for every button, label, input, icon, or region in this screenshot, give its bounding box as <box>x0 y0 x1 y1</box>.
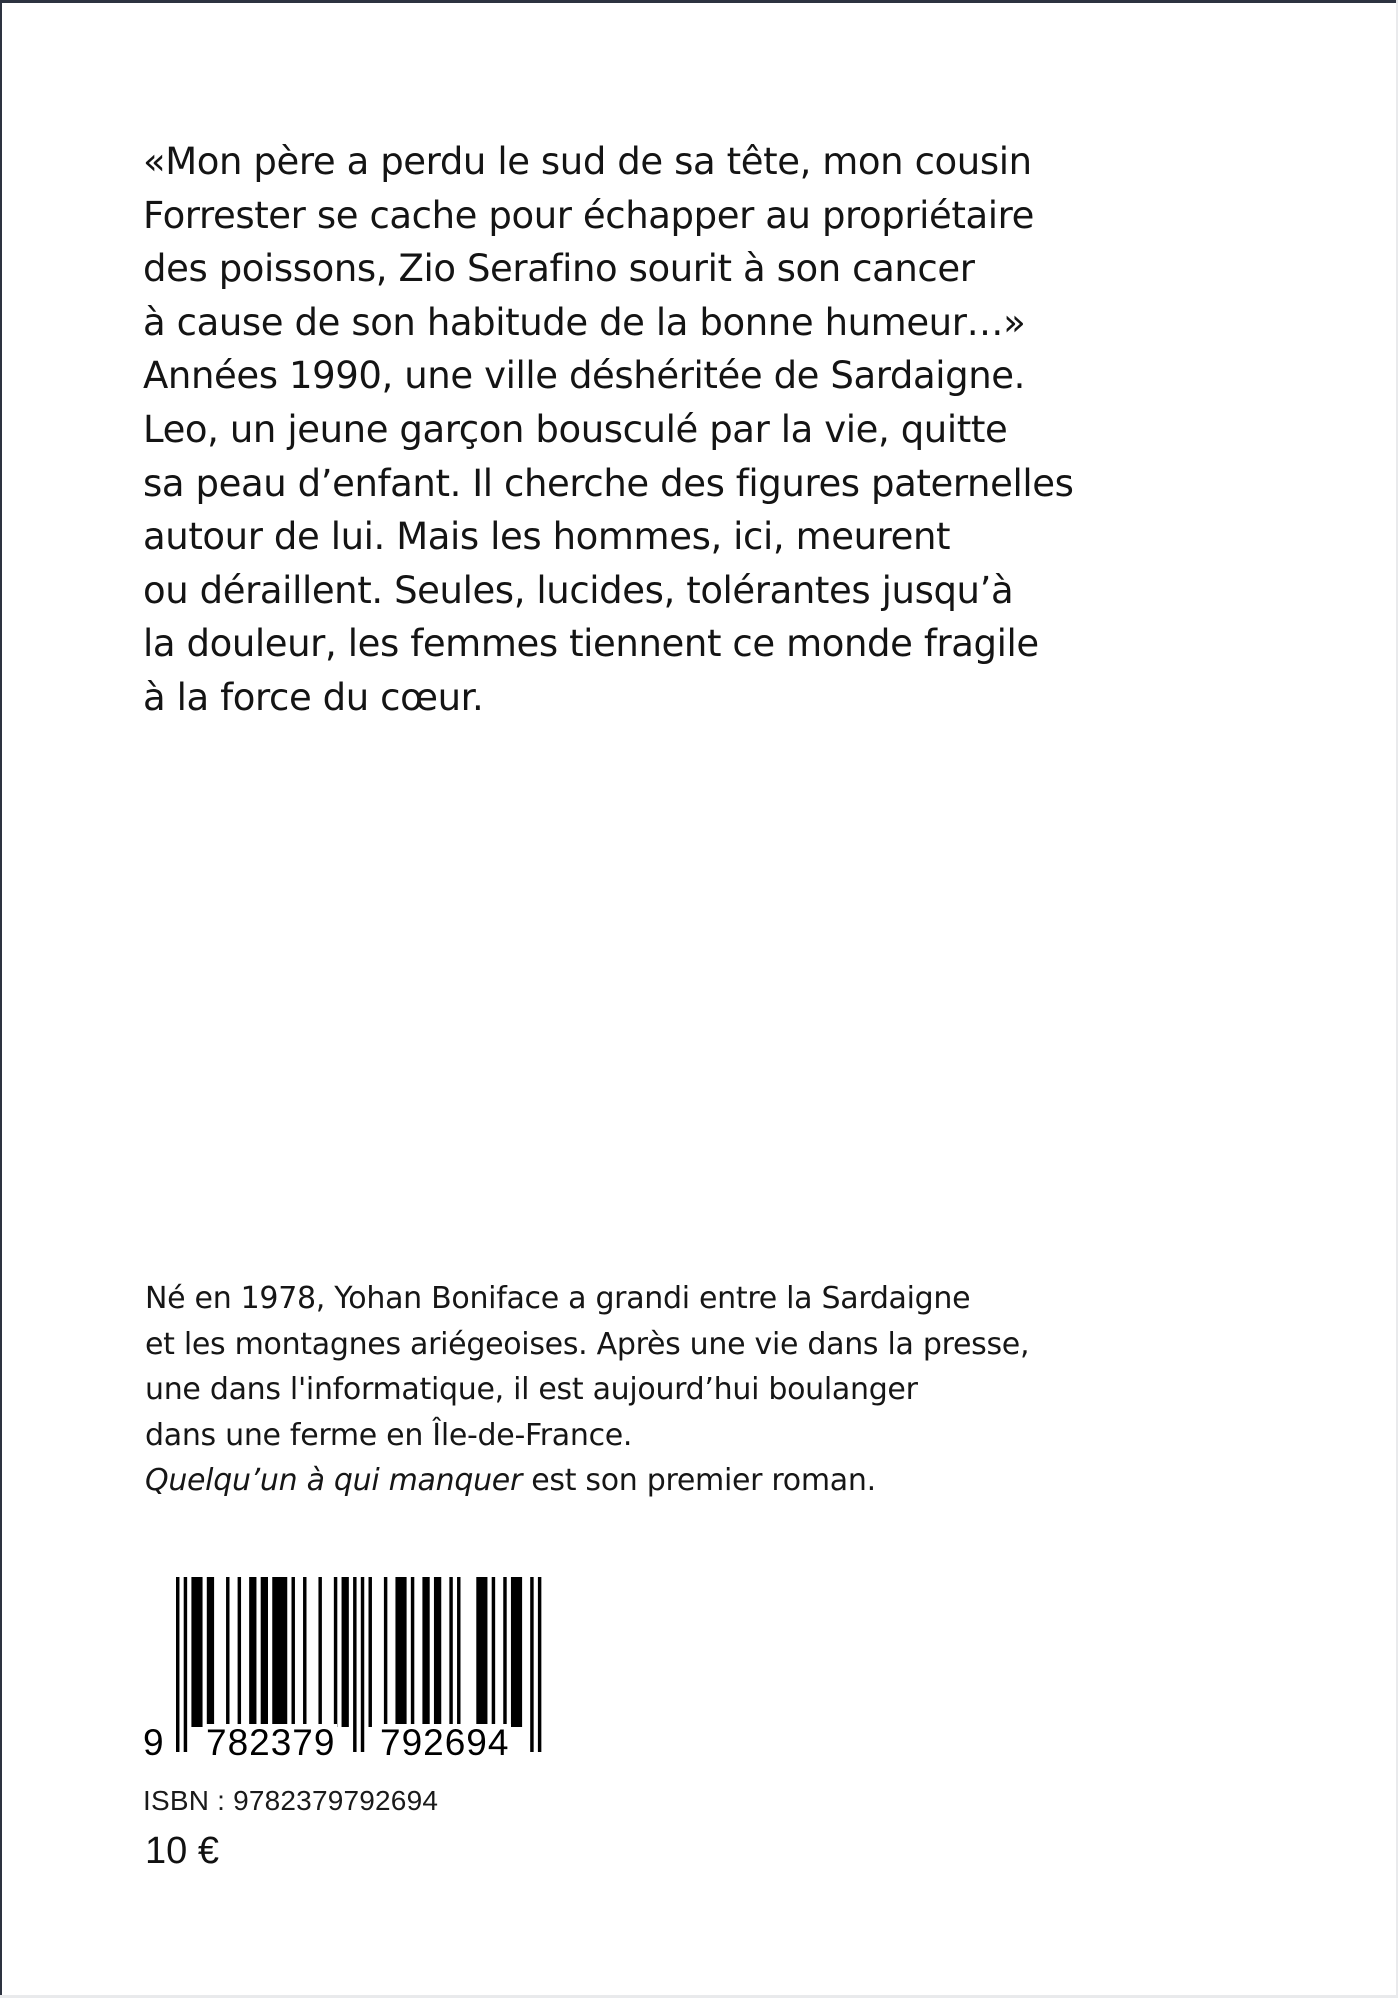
barcode-bar <box>272 1577 287 1727</box>
isbn-label: ISBN : 9782379792694 <box>143 1785 439 1816</box>
bio-line: et les montagnes ariégeoises. Après une vie dans la presse, <box>145 1326 1030 1362</box>
barcode-bar <box>384 1577 387 1727</box>
barcode-guard-bar <box>538 1577 541 1752</box>
barcode-guard-bar <box>353 1577 356 1752</box>
blurb-line: la douleur, les femmes tiennent ce monde fragile <box>143 622 1039 666</box>
barcode-bar <box>292 1577 295 1727</box>
author-bio <box>145 1276 1285 1504</box>
bio-line: Né en 1978, Yohan Boniface a grandi entre la Sardaigne <box>145 1281 971 1316</box>
blurb-line: «Mon père a perdu le sud de sa tête, mon cousin <box>143 140 1032 183</box>
barcode-bar <box>303 1577 306 1727</box>
barcode-guard-bar <box>184 1577 187 1752</box>
barcode-bar <box>369 1577 372 1727</box>
bio-line: dans une ferme en Île-de-France. <box>145 1417 633 1453</box>
blurb-line: ou déraillent. Seules, lucides, tolérantes jusqu’à <box>143 568 1014 612</box>
price: 10 € <box>145 1830 219 1872</box>
barcode-right-group: 792694 <box>380 1722 510 1763</box>
blurb-line: à cause de son habitude de la bonne humeur…» <box>143 300 1026 344</box>
barcode-bar <box>492 1577 495 1727</box>
barcode-bar <box>422 1577 429 1727</box>
bio-last-line-rest: est son premier roman. <box>522 1463 876 1498</box>
barcode-bar <box>411 1577 414 1727</box>
barcode-bar <box>342 1577 349 1727</box>
barcode-bar <box>457 1577 460 1727</box>
barcode-bar <box>434 1577 441 1727</box>
barcode-bar <box>318 1577 321 1727</box>
barcode-bar <box>207 1577 214 1727</box>
barcode-guard-bar <box>176 1577 179 1752</box>
barcode-bar <box>476 1577 487 1727</box>
barcode-guard-bar <box>361 1577 364 1752</box>
barcode-bar <box>249 1577 256 1727</box>
blurb-line: Années 1990, une ville déshéritée de Sardaigne. <box>143 354 1026 398</box>
blurb-line: autour de lui. Mais les hommes, ici, meurent <box>143 515 951 559</box>
cover-blurb <box>143 135 1283 725</box>
barcode-guard-bar <box>530 1577 533 1752</box>
barcode-left-group: 782379 <box>206 1722 336 1763</box>
barcode-bar <box>449 1577 452 1727</box>
barcode-bar <box>226 1577 229 1727</box>
barcode-bar <box>511 1577 522 1727</box>
bio-last-line <box>145 1458 1285 1504</box>
blurb-line: Leo, un jeune garçon bousculé par la vie, quitte <box>143 407 1008 451</box>
book-title-italic: Quelqu’un à qui manquer <box>145 1463 522 1498</box>
barcode-bar <box>238 1577 241 1727</box>
blurb-line: sa peau d’enfant. Il cherche des figures paternelles <box>143 461 1074 505</box>
blurb-line: Forrester se cache pour échapper au propriétaire <box>143 193 1035 237</box>
barcode-bar <box>191 1577 202 1727</box>
barcode-bar <box>261 1577 268 1727</box>
bio-line: une dans l'informatique, il est aujourd’hui boulanger <box>145 1372 918 1407</box>
barcode-bar <box>395 1577 406 1727</box>
barcode-first-digit: 9 <box>143 1722 165 1763</box>
ean-barcode <box>142 1571 562 1771</box>
blurb-line: à la force du cœur. <box>143 675 484 719</box>
blurb-line: des poissons, Zio Serafino sourit à son cancer <box>143 247 975 291</box>
barcode-bar <box>334 1577 337 1727</box>
barcode-bar <box>503 1577 506 1727</box>
